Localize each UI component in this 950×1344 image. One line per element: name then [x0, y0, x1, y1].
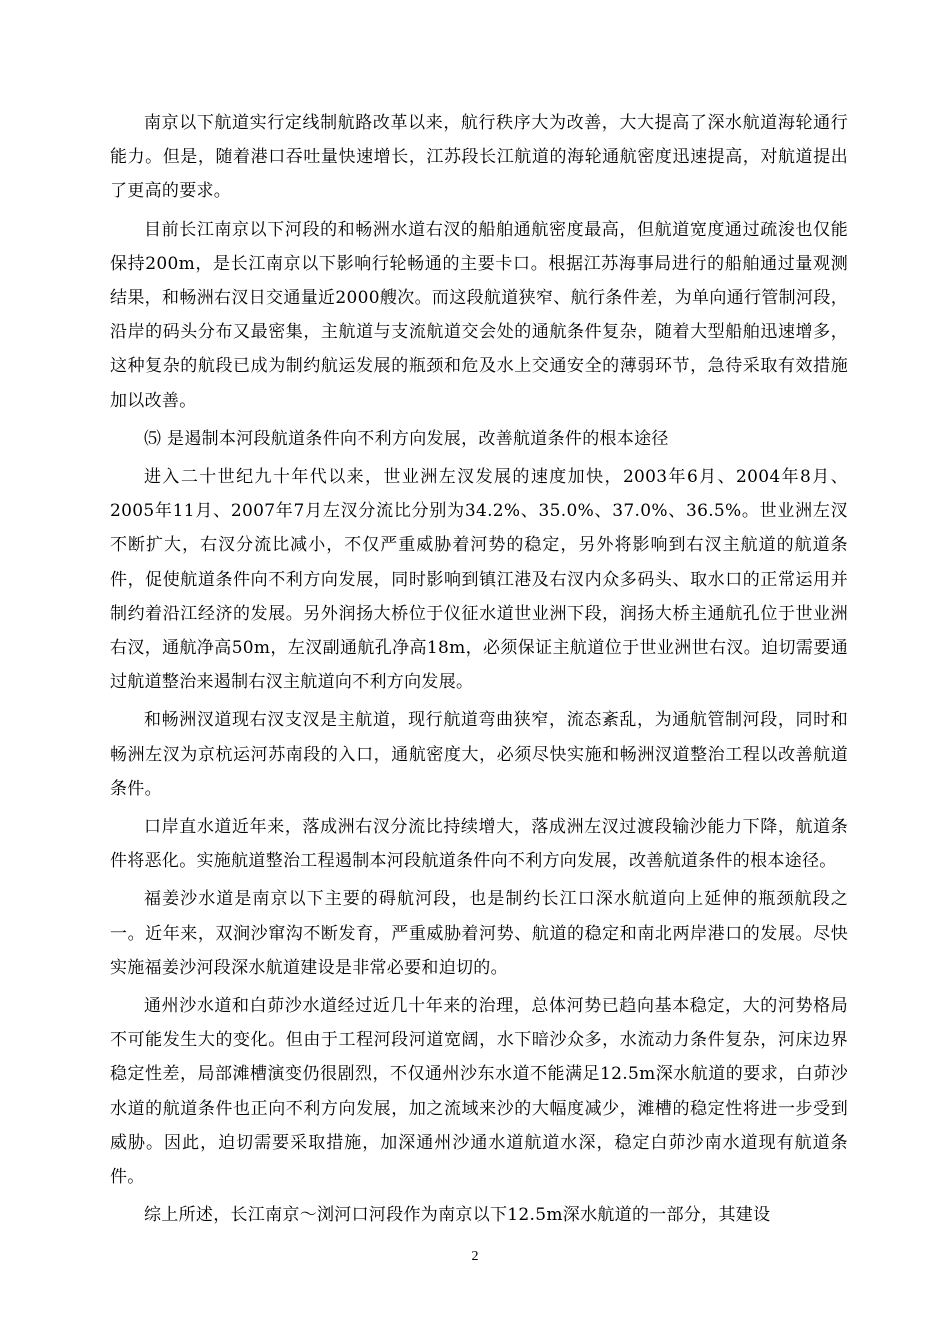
paragraph-shiyezhou: 进入二十世纪九十年代以来，世业洲左汊发展的速度加快，2003年6月、2004年8月、2005年11月、2007年7月左汊分流比分别为34.2%、35.0%、37.0%、36.5%。世业洲左汊不断扩大，右汊分流比减小，不仅严重威胁着河势的稳定，另外将影响到右汊主航道的航道条件，促使航道条件向不利方向发展，同时影响到镇江港及右汊内众多码头、取水口的正常运用并制约着沿江经济的发展。另外润扬大桥位于仪征水道世业洲下段，润扬大桥主通航孔位于世业洲右汊，通航净高50m，左汊副通航孔净高18m，必须保证主航道位于世业洲世右汊。迫切需要通过航道整治来遏制右汊主航道向不利方向发展。: [110, 467, 848, 693]
paragraph-hechangzhou-branch: 和畅洲汊道现右汊支汊是主航道，现行航道弯曲狭窄，流态紊乱，为通航管制河段，同时和畅洲左汊为京杭运河苏南段的入口，通航密度大，必须尽快实施和畅洲汊道整治工程以改善航道条件。: [110, 710, 848, 799]
paragraph-hechangzhou-bottleneck: 目前长江南京以下河段的和畅洲水道右汊的船舶通航密度最高，但航道宽度通过疏浚也仅能保持200m，是长江南京以下影响行轮畅通的主要卡口。根据江苏海事局进行的船舶通过量观测结果，和畅洲右汊日交通量近2000艘次。而这段航道狭窄、航行条件差，为单向通行管制河段，沿岸的码头分布又最密集，主航道与支流航道交会处的通航条件复杂，随着大型船舶迅速增多，这种复杂的航段已成为制约航运发展的瓶颈和危及水上交通安全的薄弱环节，急待采取有效措施加以改善。: [110, 219, 848, 411]
paragraph-navigation-reform: 南京以下航道实行定线制航路改革以来，航行秩序大为改善，大大提高了深水航道海轮通行能力。但是，随着港口吞吐量快速增长，江苏段长江航道的海轮通航密度迅速提高，对航道提出了更高的要求。: [110, 113, 848, 202]
page-number: 2: [471, 1249, 479, 1264]
paragraph-tongzhousha: 通州沙水道和白茆沙水道经过近几十年来的治理，总体河势已趋向基本稳定，大的河势格局不可能发生大的变化。但由于工程河段河道宽阔，水下暗沙众多，水流动力条件复杂，河床边界稳定性差，局部滩槽演变仍很剧烈，不仅通州沙东水道不能满足12.5m深水航道的要求，白茆沙水道的航道条件也正向不利方向发展，加之流域来沙的大幅度减少，滩槽的稳定性将进一步受到威胁。因此，迫切需要采取措施，加深通州沙通水道航道水深，稳定白茆沙南水道现有航道条件。: [110, 996, 848, 1188]
paragraph-kouanzhi: 口岸直水道近年来，落成洲右汊分流比持续增大，落成洲左汊过渡段输沙能力下降，航道条件将恶化。实施航道整治工程遏制本河段航道条件向不利方向发展，改善航道条件的根本途径。: [110, 817, 848, 872]
section-heading-5: ⑸ 是遏制本河段航道条件向不利方向发展，改善航道条件的根本途径: [144, 428, 669, 449]
paragraph-summary: 综上所述，长江南京～浏河口河段作为南京以下12.5m深水航道的一部分，其建设: [144, 1205, 771, 1226]
paragraph-fujiangsha: 福姜沙水道是南京以下主要的碍航河段，也是制约长江口深水航道向上延伸的瓶颈航段之一。近年来，双涧沙窜沟不断发育，严重威胁着河势、航道的稳定和南北两岸港口的发展。尽快实施福姜沙河段深水航道建设是非常必要和迫切的。: [110, 889, 848, 978]
page-body: [110, 106, 848, 1237]
